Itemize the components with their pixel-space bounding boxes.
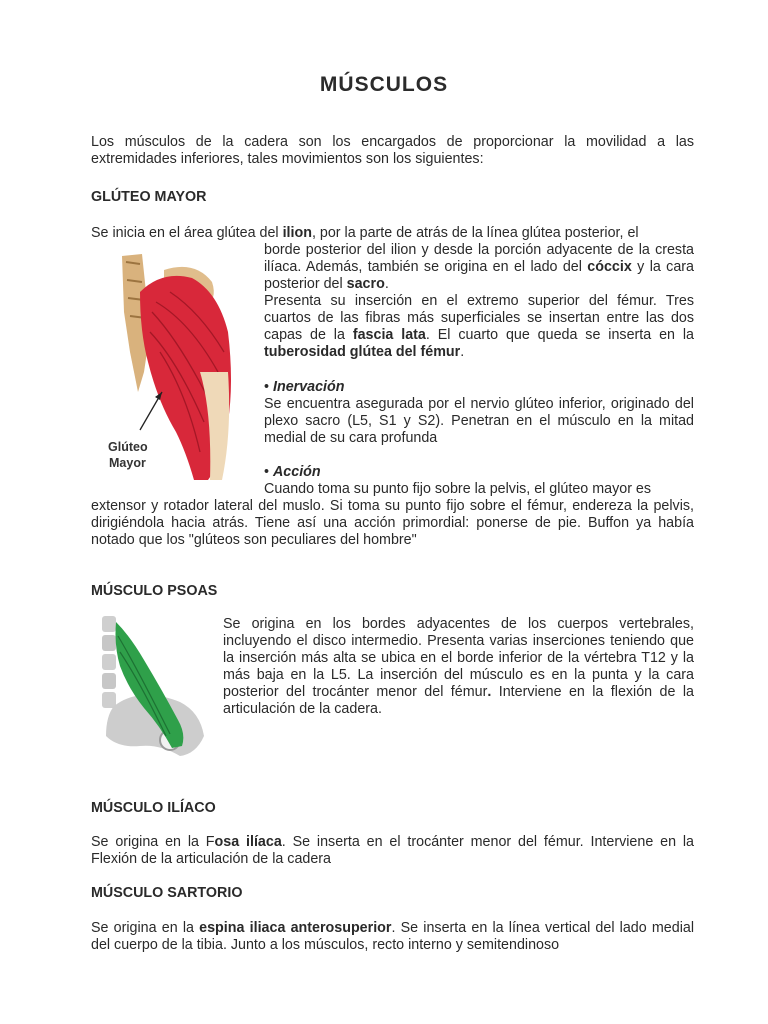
section-heading-psoas: MÚSCULO PSOAS — [91, 583, 218, 599]
gluteo-origin-first-line: Se inicia en el área glútea del ilion, por la parte de atrás de la línea glútea posterior, el — [91, 225, 639, 241]
inervacion-paragraph: Se encuentra asegurada por el nervio glúteo inferior, originado del plexo sacro (L5, S1 y S2). Penetran en el músculo en la mitad medial de su cara profunda — [264, 396, 694, 446]
gluteo-insertion-paragraph: Presenta su inserción en el extremo superior del fémur. Tres cuartos de las fibras más superficiales se insertan entre las dos capas de la fascia lata. El cuarto que queda se inserta en la tuberosidad glútea del fémur. — [264, 293, 694, 360]
gluteus-maximus-image — [100, 252, 240, 484]
accion-subheading: • Acción — [264, 464, 321, 480]
bullet-icon: • — [264, 464, 273, 480]
image-label-mayor: Mayor — [109, 456, 146, 470]
psoas-muscle-image — [100, 616, 208, 758]
inervacion-subheading: • Inervación — [264, 379, 345, 395]
image-label-gluteo: Glúteo — [108, 440, 148, 454]
psoas-paragraph: Se origina en los bordes adyacentes de los cuerpos vertebrales, incluyendo el disco intermedio. Presenta varias inserciones teniendo que la inserción más alta se ubica en el borde inferior de la vértebra T12 y la más baja en la L5. La inserción del músculo es en la punta y la cara posterior del trocánter menor del fémur. Interviene en la flexión de la articulación de la cadera. — [223, 616, 694, 717]
accion-paragraph: extensor y rotador lateral del muslo. Si toma su punto fijo sobre el fémur, endereza la pelvis, dirigiéndola hacia atrás. Tiene así una acción primordial: ponerse de pie. Buffon ya había notado que los "glúteos son peculiares del hombre" — [91, 498, 694, 548]
section-heading-sartorio: MÚSCULO SARTORIO — [91, 885, 243, 901]
intro-paragraph: Los músculos de la cadera son los encargados de proporcionar la movilidad a las extremidades inferiores, tales movimientos son los siguientes: — [91, 134, 694, 167]
section-heading-iliaco: MÚSCULO ILÍACO — [91, 800, 216, 816]
accion-first-line: Cuando toma su punto fijo sobre la pelvis, el glúteo mayor es — [264, 481, 652, 497]
sartorio-paragraph: Se origina en la espina iliaca anterosuperior. Se inserta en la línea vertical del lado medial del cuerpo de la tibia. Junto a los músculos, recto interno y semitendinoso — [91, 920, 695, 953]
page-title: MÚSCULOS — [319, 73, 449, 96]
gluteo-origin-paragraph: borde posterior del ilion y desde la porción adyacente de la cresta ilíaca. Además, también se origina en el lado del cóccix y la cara posterior del sacro. — [264, 242, 694, 292]
bullet-icon: • — [264, 379, 273, 395]
iliaco-paragraph: Se origina en la Fosa ilíaca. Se inserta en el trocánter menor del fémur. Interviene en la Flexión de la articulación de la cadera — [91, 834, 694, 867]
section-heading-gluteo-mayor: GLÚTEO MAYOR — [91, 189, 207, 205]
